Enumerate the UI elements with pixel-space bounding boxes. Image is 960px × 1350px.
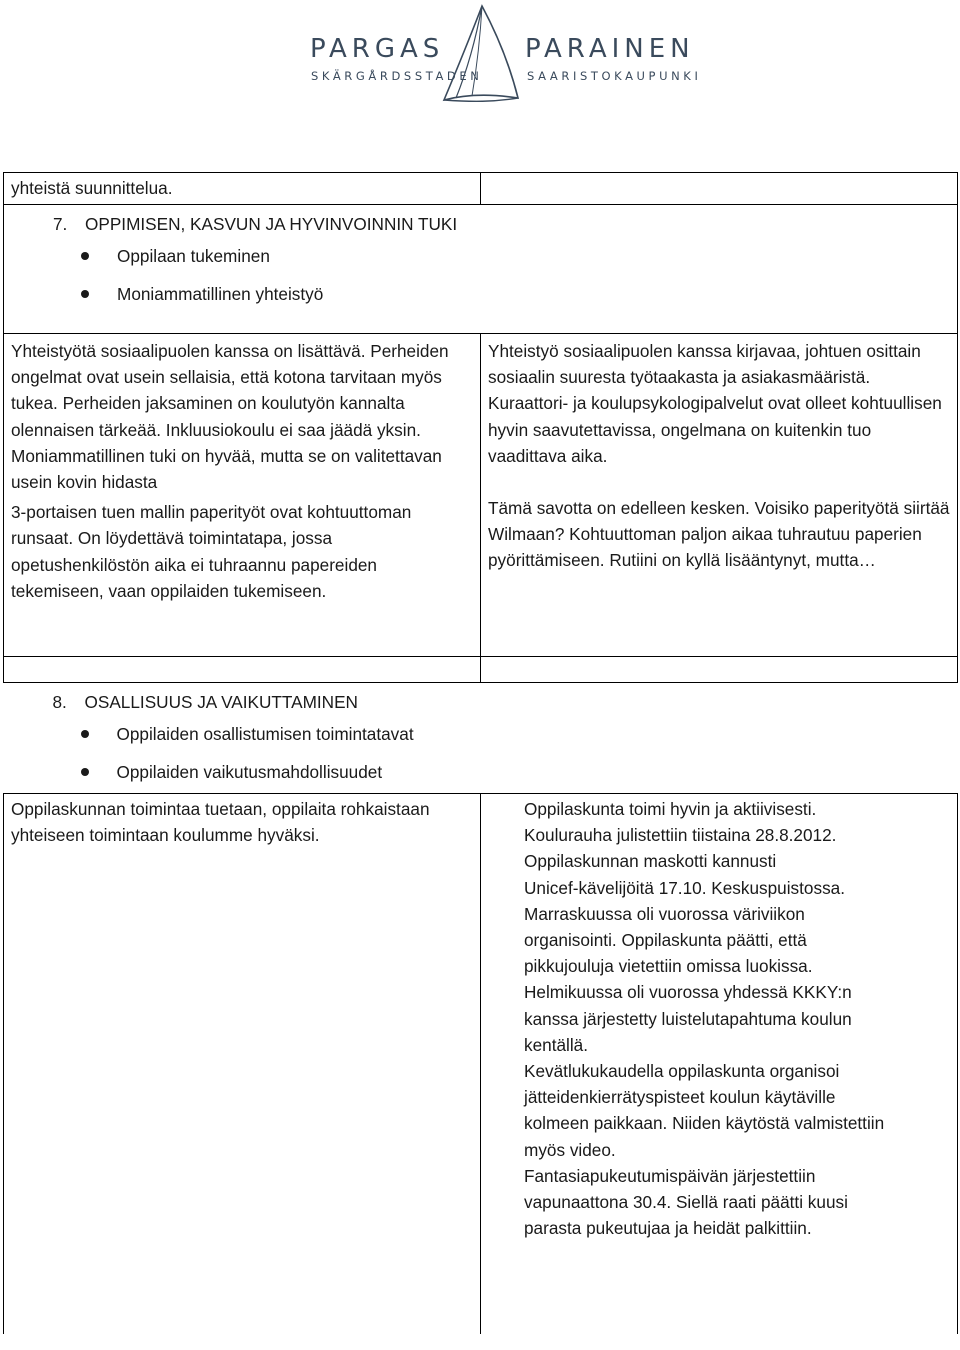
logo-skargardsstaden: SKÄRGÅRDSSTADEN [311,69,483,83]
table-cell [4,334,481,657]
report-line: Kevätlukukaudella oppilaskunta organisoi [524,1061,840,1082]
section-7-heading [11,211,950,237]
section-7-heading-cell [4,205,958,334]
table-cell [4,794,481,1335]
section-8-heading [11,689,951,715]
list-item: Oppilaan tukeminen [81,237,950,275]
report-line: Marraskuussa oli vuorossa väriviikon [524,903,805,924]
table-row [4,794,958,1335]
report-line: pikkujouluja vietettiin omissa luokissa. [524,956,813,977]
evaluation-table [3,172,958,1334]
list-item: Oppilaiden vaikutusmahdollisuudet [81,753,951,791]
report-line: jätteidenkierrätyspisteet koulun käytäville [524,1087,836,1108]
oppilaskunta-report [488,796,950,1241]
logo-parainen: PARAINEN [525,34,695,64]
table-cell [481,657,958,683]
table-cell [481,334,958,657]
paragraph: Yhteistyö sosiaalipuolen kanssa kirjavaa, johtuen osittain sosiaalin suuresta työtaakasta ja asiakasmääristä. Kuraattori- ja koulupsykologipalvelut ovat olleet kohtuullisen hyvin saavutettavissa, ongelmana on kuitenkin tuo vaadittava aika. [488,341,942,466]
report-line: Oppilaskunta toimi hyvin ja aktiivisesti. [524,799,817,819]
section-number: 7. [53,214,68,234]
report-line: kanssa järjestetty luistelutapahtuma koulun [524,1008,852,1029]
table-row [4,205,958,334]
section-title: OSALLISUUS JA VAIKUTTAMINEN [84,692,358,712]
table-row [4,683,958,794]
table-row [4,173,958,205]
logo-pargas: PARGAS [310,34,445,64]
logo-saaristokaupunki: SAARISTOKAUPUNKI [527,69,702,83]
section-8-bullets [11,715,951,791]
report-line: kolmeen paikkaan. Niiden käytöstä valmistettiin [524,1113,885,1134]
report-line: Unicef-kävelijöitä 17.10. Keskuspuistossa. [524,877,845,898]
paragraph: Oppilaskunnan toimintaa tuetaan, oppilaita rohkaistaan yhteiseen toimintaan koulumme hyväksi. [11,799,430,846]
table-row [4,657,958,683]
table-cell [481,794,958,1335]
section-title: OPPIMISEN, KASVUN JA HYVINVOINNIN TUKI [85,214,458,234]
intro-text: yhteistä suunnittelua. [11,178,173,198]
report-line: organisointi. Oppilaskunta päätti, että [524,930,807,951]
report-line: parasta pukeutujaa ja heidät palkittiin. [524,1218,812,1239]
section-8-heading-cell [4,683,958,794]
sail-logo-icon [432,2,522,107]
paragraph: Yhteistyötä sosiaalipuolen kanssa on lisättävä. Perheiden ongelmat ovat usein sellaisia, että kotona tarvitaan myös tukea. Perheiden jaksaminen on koulutyön kannalta olennaisen tärkeää. Inkluusiokoulu ei saa jäädä yksin. Moniammatillinen tuki on hyvää, mutta se on valitettavan usein kovin hidasta [11,341,449,493]
report-line: Koulurauha julistettiin tiistaina 28.8.2012. [524,825,837,846]
table-cell [4,173,481,205]
table-cell [4,657,481,683]
table-row [4,334,958,657]
report-line: kentällä. [524,1034,589,1055]
list-item: Oppilaiden osallistumisen toimintatavat [81,715,951,753]
report-line: Fantasiapukeutumispäivän järjestettiin [524,1165,816,1186]
table-cell [481,173,958,205]
paragraph: 3-portaisen tuen mallin paperityöt ovat kohtuuttoman runsaat. On löydettävä toimintatapa, jossa opetushenkilöstön aika ei tuhraannu papereiden tekemiseen, vaan oppilaiden tukemiseen. [11,502,412,601]
report-line: myös video. [524,1139,616,1160]
report-line: Helmikuussa oli vuorossa yhdessä KKKY:n [524,982,852,1003]
list-item: Moniammatillinen yhteistyö [81,275,950,313]
section-number: 8. [52,692,67,712]
report-line: Oppilaskunnan maskotti kannusti [524,851,777,872]
paragraph: Tämä savotta on edelleen kesken. Voisiko paperityötä siirtää Wilmaan? Kohtuuttoman paljon aikaa tuhrautuu paperien pyörittämiseen. Rutiini on kyllä lisääntynyt, mutta… [488,498,950,571]
header-logo [0,0,960,110]
report-line: vapunaattona 30.4. Siellä raati päätti kuusi [524,1192,848,1213]
section-7-bullets [11,237,950,313]
